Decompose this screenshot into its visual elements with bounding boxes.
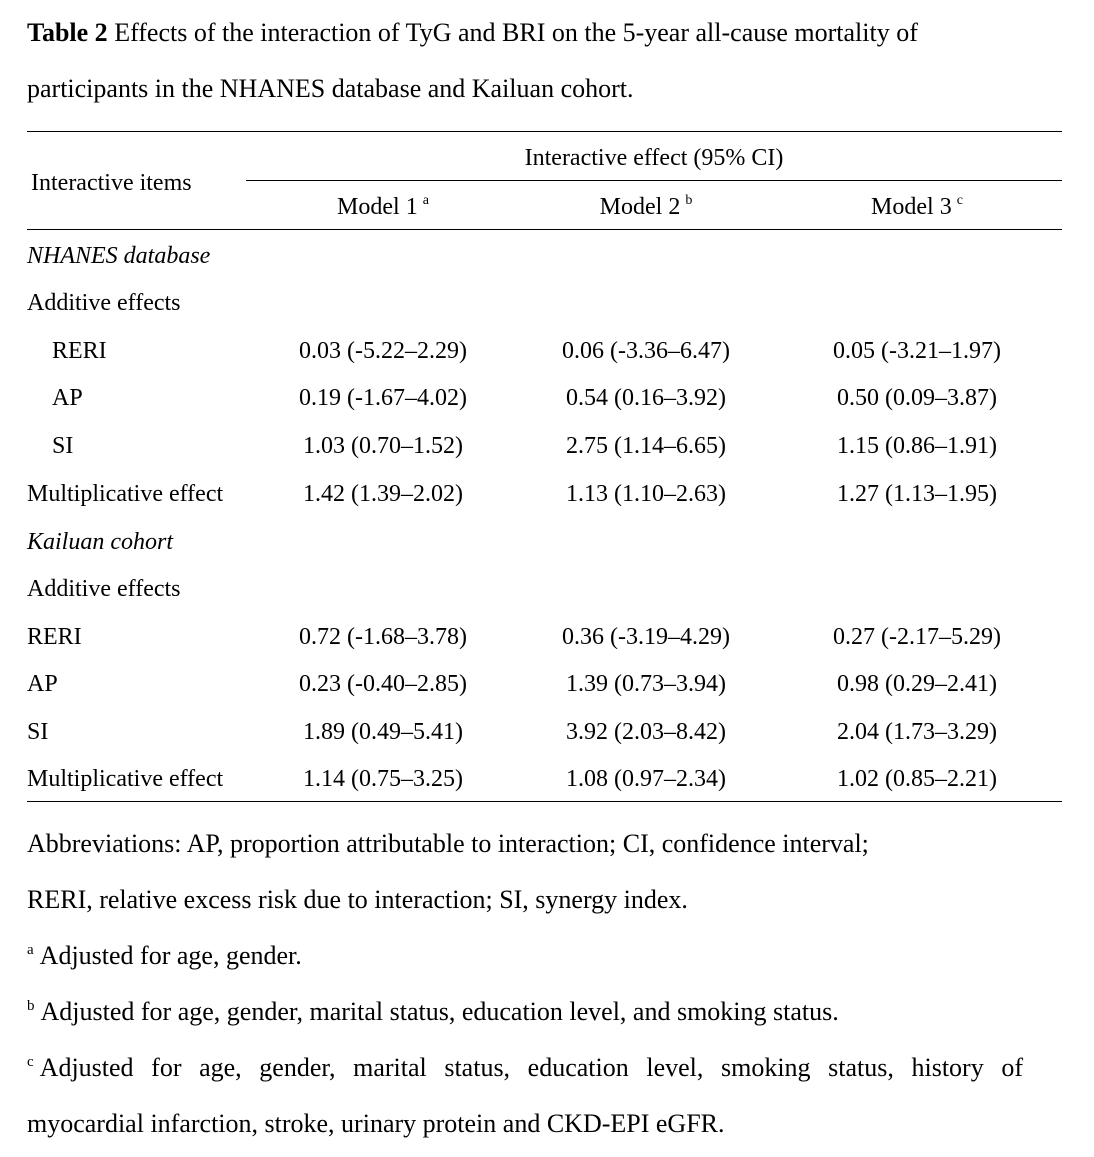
row-label-reri-nhanes: RERI bbox=[52, 338, 107, 364]
caption-text-line2: participants in the NHANES database and Kailuan cohort. bbox=[27, 74, 634, 103]
model-3-label: Model 3 bbox=[871, 194, 952, 220]
table-cell: 0.23 (-0.40–2.85) bbox=[299, 671, 467, 697]
footnote-c-text-line1: Adjusted for age, gender, marital status, education level, smoking status, history of bbox=[39, 1053, 1023, 1082]
table-cell: 0.06 (-3.36–6.47) bbox=[562, 338, 730, 364]
table-cell: 1.02 (0.85–2.21) bbox=[837, 766, 997, 792]
row-label-multiplicative-nhanes: Multiplicative effect bbox=[27, 481, 224, 507]
table-cell: 0.72 (-1.68–3.78) bbox=[299, 624, 467, 650]
model-3-header bbox=[817, 193, 1017, 221]
model-1-label: Model 1 bbox=[337, 194, 418, 220]
model-1-header bbox=[283, 193, 483, 221]
abbreviations-line1: Abbreviations: AP, proportion attributable to interaction; CI, confidence interval; bbox=[27, 829, 869, 858]
top-rule bbox=[27, 131, 1062, 132]
footnote-a-text: Adjusted for age, gender. bbox=[39, 941, 302, 970]
table-cell: 1.89 (0.49–5.41) bbox=[303, 719, 463, 745]
model-3-mark: c bbox=[956, 193, 963, 208]
model-1-mark: a bbox=[422, 193, 429, 208]
model-2-label: Model 2 bbox=[599, 194, 681, 220]
footnote-b bbox=[27, 997, 839, 1027]
model-2-mark: b bbox=[685, 193, 693, 208]
footnote-c-line2: myocardial infarction, stroke, urinary protein and CKD-EPI eGFR. bbox=[27, 1109, 725, 1138]
table-cell: 1.42 (1.39–2.02) bbox=[303, 481, 463, 507]
bottom-rule bbox=[27, 801, 1062, 802]
footnote-c-line1 bbox=[27, 1053, 1023, 1083]
table-cell: 0.98 (0.29–2.41) bbox=[837, 671, 997, 697]
table-cell: 3.92 (2.03–8.42) bbox=[566, 719, 726, 745]
section-label-kailuan: Kailuan cohort bbox=[27, 529, 174, 555]
row-label-ap-kailuan: AP bbox=[27, 671, 58, 697]
table-cell: 2.75 (1.14–6.65) bbox=[566, 433, 726, 459]
table-cell: 0.05 (-3.21–1.97) bbox=[833, 338, 1001, 364]
row-label-multiplicative-kailuan: Multiplicative effect bbox=[27, 766, 224, 792]
abbreviations-line2: RERI, relative excess risk due to interaction; SI, synergy index. bbox=[27, 885, 688, 914]
footnote-c-mark: c bbox=[27, 1054, 34, 1070]
table-caption bbox=[27, 18, 918, 48]
group-header-rule bbox=[246, 180, 1062, 181]
table-cell: 0.50 (0.09–3.87) bbox=[837, 385, 997, 411]
row-label-reri-kailuan: RERI bbox=[27, 624, 82, 650]
table-cell: 2.04 (1.73–3.29) bbox=[837, 719, 997, 745]
footnote-a-mark: a bbox=[27, 942, 34, 958]
caption-text-line1: Effects of the interaction of TyG and BRI on the 5-year all-cause mortality of bbox=[107, 18, 918, 47]
footnote-b-mark: b bbox=[27, 998, 35, 1014]
row-label-additive-nhanes: Additive effects bbox=[27, 290, 181, 316]
section-label-nhanes: NHANES database bbox=[27, 243, 211, 269]
table-cell: 0.36 (-3.19–4.29) bbox=[562, 624, 730, 650]
row-header-label: Interactive items bbox=[31, 170, 192, 196]
row-label-ap-nhanes: AP bbox=[52, 385, 83, 411]
header-bottom-rule bbox=[27, 229, 1062, 230]
footnote-c bbox=[27, 1053, 1023, 1083]
table-cell: 0.54 (0.16–3.92) bbox=[566, 385, 726, 411]
table-cell: 1.27 (1.13–1.95) bbox=[837, 481, 997, 507]
caption-label: Table 2 bbox=[27, 18, 108, 47]
table-cell: 1.03 (0.70–1.52) bbox=[303, 433, 463, 459]
table-cell: 1.15 (0.86–1.91) bbox=[837, 433, 997, 459]
footnote-a bbox=[27, 941, 302, 971]
table-cell: 1.08 (0.97–2.34) bbox=[566, 766, 726, 792]
row-label-additive-kailuan: Additive effects bbox=[27, 576, 181, 602]
row-label-si-kailuan: SI bbox=[27, 719, 49, 745]
group-header-label: Interactive effect (95% CI) bbox=[524, 145, 784, 171]
row-label-si-nhanes: SI bbox=[52, 433, 74, 459]
table-cell: 0.03 (-5.22–2.29) bbox=[299, 338, 467, 364]
table-cell: 1.39 (0.73–3.94) bbox=[566, 671, 726, 697]
footnote-b-text: Adjusted for age, gender, marital status, education level, and smoking status. bbox=[40, 997, 839, 1026]
table-cell: 1.13 (1.10–2.63) bbox=[566, 481, 726, 507]
table-cell: 0.19 (-1.67–4.02) bbox=[299, 385, 467, 411]
table-cell: 0.27 (-2.17–5.29) bbox=[833, 624, 1001, 650]
model-2-header bbox=[546, 193, 746, 221]
table-cell: 1.14 (0.75–3.25) bbox=[303, 766, 463, 792]
